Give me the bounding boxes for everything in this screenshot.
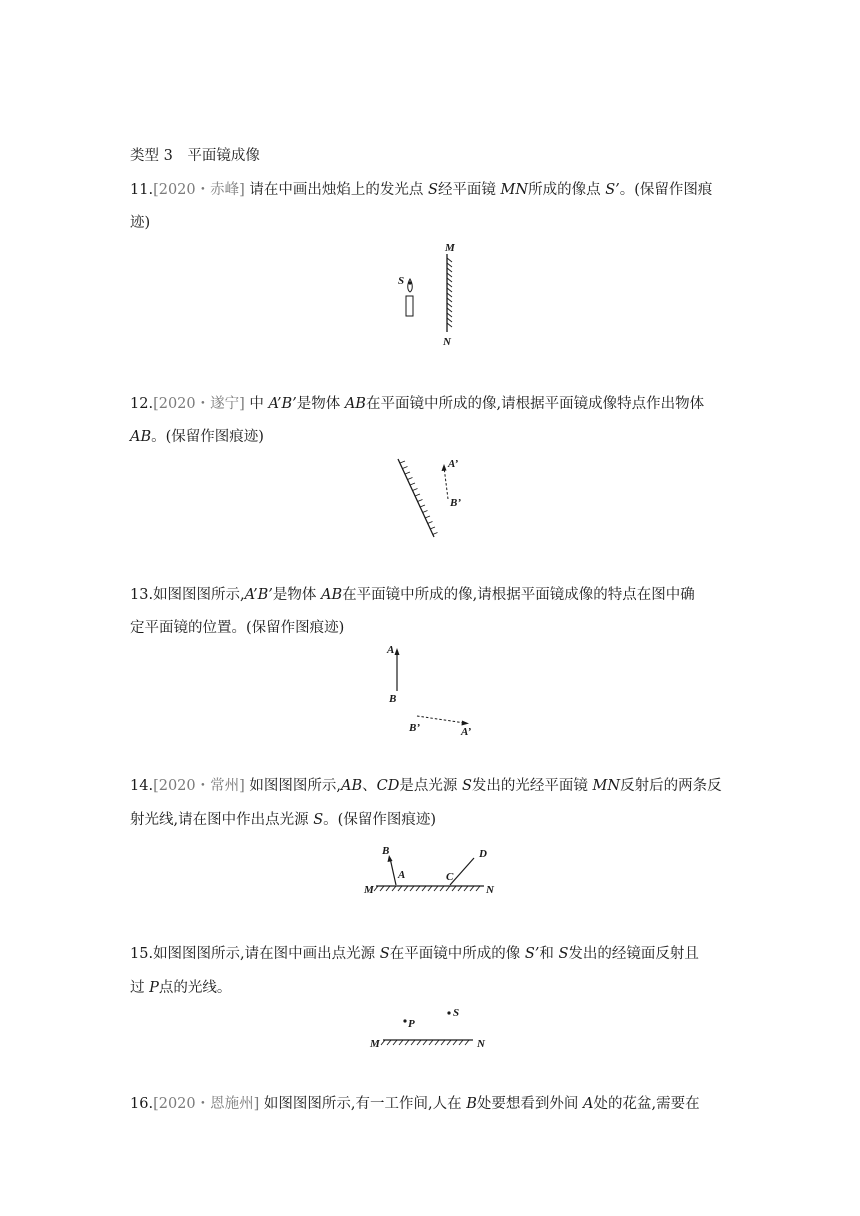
section-title: 类型 3 平面镜成像 [130,148,260,164]
q15-text: 过 [130,980,150,996]
q14-label-b: B [382,845,390,857]
q15-text: 和 [539,946,559,962]
q12-image-ab [444,467,448,499]
q11-var: MN [500,182,529,198]
q11-text: 请在中画出烛焰上的发光点 [244,182,428,198]
q12-label-b-prime: B’ [450,497,461,509]
q13-line1 [130,585,695,605]
q14-text: 如图图图所示, [244,778,341,794]
q14-label-d: D [479,848,487,860]
q14-ray-ab [390,858,396,885]
q14-ray-cd [450,858,474,885]
q15-figure [368,1003,498,1053]
q13-arrowhead-a-prime [462,721,470,726]
q14-source: [2020・常州] [153,778,245,794]
q13-line2: 定平面镜的位置。(保留作图痕迹) [130,620,345,636]
q13-text: 如图图图所示, [153,587,245,603]
q12-arrowhead [442,464,447,471]
q15-point-p [403,1019,406,1022]
q11-var: S’ [605,182,620,198]
q15-line2 [130,978,231,998]
q14-figure [362,842,502,900]
q16-var: A [582,1096,594,1112]
q13-figure [385,643,485,738]
q15-text: 发出的经镜面反射且 [568,946,699,962]
q11-text: 。(保留作图痕 [619,182,713,198]
q13-number: 13. [130,587,154,603]
q11-text: 所成的像点 [528,182,606,198]
q12-label-a-prime: A’ [448,458,459,470]
q16-line1 [130,1094,700,1114]
q12-text: 中 [244,396,269,412]
q12-text: 在平面镜中所成的像,请根据平面镜成像特点作出物体 [365,396,705,412]
q14-text: 反射后的两条反 [620,778,722,794]
q12-var: AB [130,429,152,445]
candle-icon [406,296,413,316]
q12-line2 [130,427,264,447]
q11-source: [2020・赤峰] [153,182,245,198]
q12-source: [2020・遂宁] [153,396,245,412]
q15-label-p: P [408,1018,415,1030]
q11-line1 [130,180,712,200]
q11-label-n: N [443,336,451,348]
q13-label-a: A [387,644,395,656]
q12-mirror-hatch [400,461,438,535]
q16-source: [2020・恩施州] [153,1096,260,1112]
q11-label-m: M [445,242,455,254]
q16-text: 处要想看到外间 [476,1096,583,1112]
q14-text: 。(保留作图痕迹) [323,812,436,828]
q14-var: S [461,778,472,794]
q15-var: S’ [524,946,540,962]
q13-var: A’B’ [244,587,273,603]
q16-text: 处的花盆,需要在 [593,1096,700,1112]
q15-label-n: N [477,1038,485,1050]
candle-flame-icon [408,279,413,292]
q13-label-b: B [389,693,397,705]
q14-text: 是点光源 [399,778,462,794]
q15-var: P [149,980,159,996]
q13-text: 是物体 [272,587,321,603]
q14-label-a: A [398,869,406,881]
q14-text: 射光线,请在图中作出点光源 [130,812,314,828]
q11-line2: 迹) [130,215,151,231]
q15-var: S [379,946,390,962]
q14-text: 、 [362,778,377,794]
q16-text: 如图图图所示,有一工作间,人在 [259,1096,467,1112]
q15-label-s: S [453,1007,460,1019]
q11-point-s [408,281,411,284]
q14-var: CD [376,778,400,794]
q12-line1 [130,394,704,414]
q15-number: 15. [130,946,154,962]
q13-label-b-prime: B’ [409,722,420,734]
q15-var: S [558,946,569,962]
q16-var: B [466,1096,477,1112]
q14-label-m: M [364,884,374,896]
q12-var: A’B’ [268,396,297,412]
q13-image-ab [417,716,465,723]
q14-mirror-hatch [374,886,480,891]
q12-number: 12. [130,396,154,412]
q12-text: 是物体 [296,396,345,412]
q14-line1 [130,776,722,796]
q14-text: 发出的光经平面镜 [471,778,593,794]
q11-text: 经平面镜 [437,182,501,198]
q15-mirror-hatch [381,1040,469,1045]
q13-text: 在平面镜中所成的像,请根据平面镜成像的特点在图中确 [342,587,695,603]
q14-var: AB [341,778,363,794]
q13-label-a-prime: A’ [461,726,472,738]
q13-var: AB [321,587,343,603]
q12-text: 。(保留作图痕迹) [151,429,264,445]
q11-figure [395,238,475,350]
q15-point-s [447,1011,450,1014]
q14-var: MN [592,778,621,794]
q15-text: 如图图图所示,请在图中画出点光源 [153,946,380,962]
q11-mirror-hatch [447,258,452,327]
q14-label-n: N [486,884,494,896]
q14-label-c: C [446,871,454,883]
q13-arrowhead-a [395,648,400,655]
q11-number: 11. [130,182,154,198]
q15-label-m: M [370,1038,380,1050]
q16-number: 16. [130,1096,154,1112]
q12-figure [392,455,472,545]
q11-var: S [428,182,438,198]
q14-var: S [313,812,324,828]
q14-number: 14. [130,778,154,794]
q15-text: 点的光线。 [158,980,232,996]
q14-line2 [130,810,436,830]
q15-line1 [130,944,699,964]
q15-text: 在平面镜中所成的像 [389,946,525,962]
q11-label-s: S [398,275,405,287]
q12-var: AB [344,396,366,412]
q12-mirror [398,459,434,537]
